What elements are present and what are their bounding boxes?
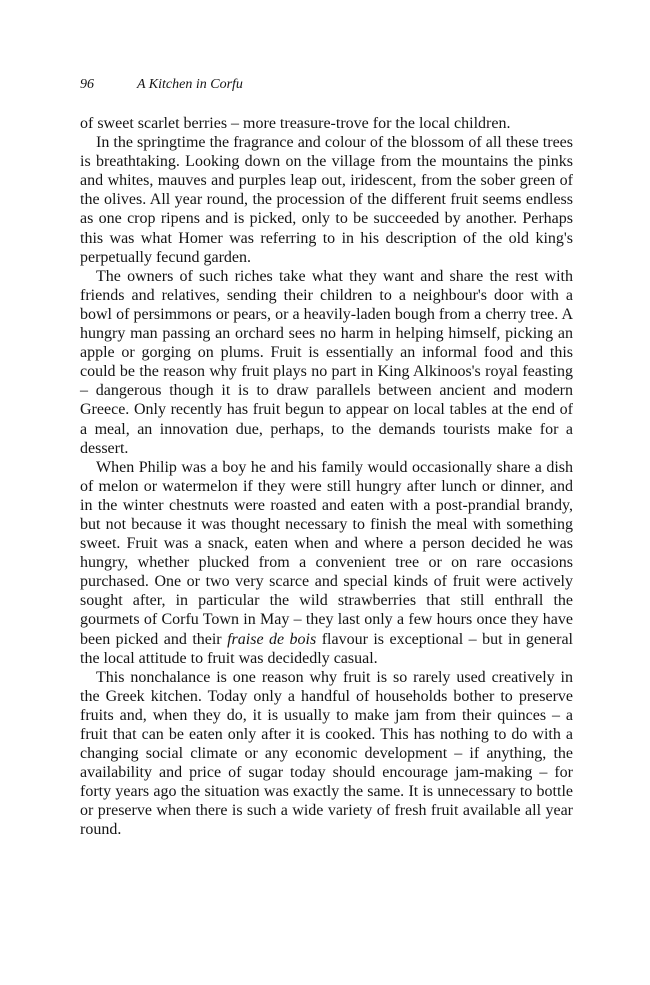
paragraph-3: The owners of such riches take what they want and share the rest with friends and relatives, sending their children to a neighbour's door with a bowl of persimmons or pears, or a heavily-laden bough from a cherry tree. A hungry man passing an orchard sees no harm in helping himself, picking an apple or gorging on plums. Fruit is essentially an informal food and this could be the reason why fruit plays no part in King Alkinoos's royal feasting – dangerous though it is to draw parallels between ancient and modern Greece. Only recently has fruit begun to appear on local tables at the end of a meal, an innovation due, perhaps, to the demands tourists make for a dessert.: [80, 267, 573, 457]
paragraph-4-text-after: flavour is exceptional – but in general the local attitude to fruit was decidedly casual.: [80, 630, 574, 667]
paragraph-2: In the springtime the fragrance and colour of the blossom of all these trees is breathtaking. Looking down on the village from the mountains the pinks and whites, mauves and purples leap out, iridescent, from the sober green of the olives. All year round, the procession of the different fruit seems endless as one crop ripens and is picked, only to be succeeded by another. Perhaps this was what Homer was referring to in his description of the old king's perpetually fecund garden.: [80, 134, 573, 266]
running-head: [80, 76, 573, 94]
paragraph-4: [80, 458, 573, 668]
paragraph-5: This nonchalance is one reason why fruit is so rarely used creatively in the Greek kitchen. Today only a handful of households bother to preserve fruits and, when they do, it is usually to make jam from their quinces – a fruit that can be eaten only after it is cooked. This has nothing to do with a changing social climate or any economic development – if anything, the availability and price of sugar today should encourage jam-making – for forty years ago the situation was exactly the same. It is unnecessary to bottle or preserve when there is such a wide variety of fresh fruit available all year round.: [80, 668, 573, 839]
book-page: [80, 76, 573, 840]
running-title: A Kitchen in Corfu: [137, 77, 243, 92]
paragraph-1: of sweet scarlet berries – more treasure-trove for the local children.: [80, 115, 511, 132]
page-number: 96: [80, 77, 94, 92]
paragraph-4-italic-phrase: fraise de bois: [227, 630, 317, 648]
paragraph-4-text-before: When Philip was a boy he and his family would occasionally share a dish of melon or watermelon if they were still hungry after lunch or dinner, and in the winter chestnuts were roasted and eaten with a post-prandial brandy, but not because it was thought necessary to finish the meal with something sweet. Fruit was a snack, eaten when and where a person decided he was hungry, whether plucked from a convenient tree or on rare occasions purchased. One or two very scarce and special kinds of fruit were actively sought after, in particular the wild strawberries that still enthrall the gourmets of Corfu Town in May – they last only a few hours once they have been picked and their: [80, 458, 573, 648]
body-text: [80, 114, 573, 840]
